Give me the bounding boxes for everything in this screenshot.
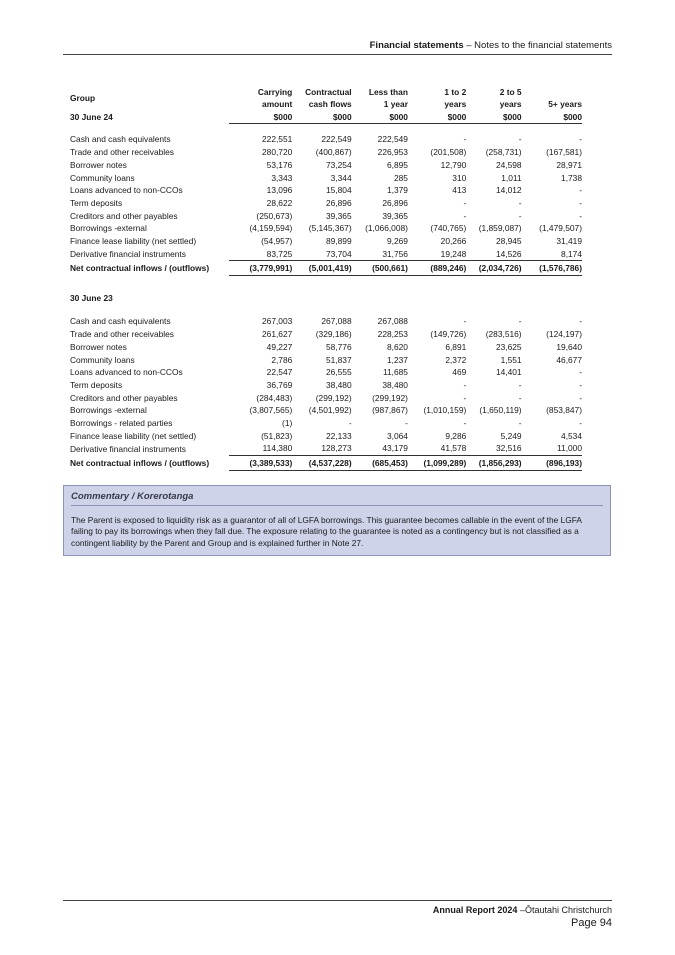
cell-value: -: [579, 367, 582, 378]
cell-value: 114,380: [229, 442, 292, 455]
cell-value: 13,096: [266, 185, 293, 196]
cell-value: 26,896: [326, 197, 352, 208]
cell-value: (1,066,008): [365, 223, 408, 234]
cell-value: 26,896: [382, 197, 408, 208]
col-header-line1: Contractual: [305, 87, 352, 97]
cell-value: -: [348, 418, 352, 429]
cell-value: 8,620: [386, 341, 408, 352]
cell-value: (51,823): [261, 430, 293, 441]
cell-value: 41,578: [408, 442, 466, 455]
cell-value: (3,807,565): [249, 405, 293, 416]
cell-value: (987,867): [372, 405, 408, 416]
cell-value: (1,010,159): [423, 405, 467, 416]
commentary-box: [63, 485, 611, 556]
cell-value: -: [463, 379, 467, 390]
cell-value: -: [463, 316, 467, 327]
footer-rule: [63, 900, 612, 901]
cell-value: 3,343: [271, 172, 293, 183]
col-header-line2: amount: [262, 99, 293, 109]
row-label: Community loans: [70, 172, 135, 183]
cell-value: 31,756: [352, 248, 408, 261]
col-unit: $000: [352, 111, 408, 124]
row-label: Finance lease liability (net settled): [70, 236, 197, 247]
col-unit: $000: [466, 111, 521, 124]
header-rule: [63, 54, 612, 55]
cell-value: -: [579, 418, 582, 429]
cell-value: 58,776: [326, 341, 352, 352]
row-label: Derivative financial instruments: [70, 248, 186, 259]
row-label: Borrower notes: [70, 341, 127, 352]
row-label: Term deposits: [70, 197, 123, 208]
cell-value: 222,549: [377, 134, 408, 145]
cell-value: 310: [452, 172, 467, 183]
cell-value: 22,133: [326, 430, 352, 441]
table-row: [70, 366, 582, 379]
col-header-line2: cash flows: [308, 99, 352, 109]
cell-value: 1,551: [500, 354, 522, 365]
cell-value: 53,176: [266, 159, 293, 170]
table-row: [70, 172, 582, 185]
cell-value: (1,576,786): [522, 261, 582, 276]
row-label: Borrowings - related parties: [70, 418, 173, 429]
cell-value: -: [579, 185, 582, 196]
table-row: [70, 159, 582, 172]
table-row: [70, 430, 582, 443]
cell-value: 261,627: [262, 329, 293, 340]
cell-value: (149,726): [430, 329, 467, 340]
cell-value: (299,192): [372, 392, 408, 403]
period-label-prior: 30 June 23: [70, 293, 113, 304]
cell-value: 280,720: [262, 147, 293, 158]
cell-value: (853,847): [546, 405, 582, 416]
cell-value: 43,179: [352, 442, 408, 455]
cell-value: 222,549: [321, 134, 352, 145]
cell-value: (889,246): [408, 261, 466, 276]
cell-value: 3,064: [386, 430, 408, 441]
cell-value: -: [518, 210, 522, 221]
cell-value: 9,269: [386, 236, 408, 247]
cell-value: (124,197): [546, 329, 582, 340]
cell-value: (167,581): [546, 147, 582, 158]
cell-value: (896,193): [522, 456, 582, 471]
row-label: Trade and other receivables: [70, 329, 174, 340]
cell-value: 51,837: [326, 354, 352, 365]
table-row: [70, 222, 582, 235]
cell-value: 23,625: [495, 341, 522, 352]
table-row: [70, 341, 582, 354]
row-label: Borrower notes: [70, 159, 127, 170]
cell-value: 38,480: [382, 379, 408, 390]
cell-value: (329,186): [315, 329, 352, 340]
cell-value: -: [518, 316, 522, 327]
cell-value: (4,501,992): [308, 405, 352, 416]
row-label: Cash and cash equivalents: [70, 134, 171, 145]
row-label: Trade and other receivables: [70, 147, 174, 158]
cell-value: -: [518, 392, 522, 403]
cell-value: 36,769: [266, 379, 293, 390]
cell-value: 28,971: [556, 159, 582, 170]
cell-value: 228,253: [377, 329, 408, 340]
cell-value: (258,731): [485, 147, 522, 158]
cell-value: 267,088: [321, 316, 352, 327]
cell-value: 15,804: [326, 185, 352, 196]
row-label: Term deposits: [70, 379, 123, 390]
table-header-row-3: [70, 111, 582, 124]
cell-value: -: [463, 210, 467, 221]
row-label: Loans advanced to non-CCOs: [70, 367, 183, 378]
cell-value: 9,286: [445, 430, 467, 441]
group-label: Group: [70, 93, 96, 103]
cell-value: -: [518, 418, 522, 429]
cell-value: 226,953: [377, 147, 408, 158]
table-row: [70, 354, 582, 367]
cell-value: (1,099,289): [408, 456, 466, 471]
col-unit: $000: [292, 111, 351, 124]
cell-value: 128,273: [292, 442, 351, 455]
section-row: [70, 290, 582, 306]
cell-value: 11,000: [522, 442, 582, 455]
cell-value: 1,738: [561, 172, 582, 183]
cell-value: -: [463, 197, 467, 208]
table-row: [70, 197, 582, 210]
cell-value: (3,779,991): [229, 261, 292, 276]
cell-value: (1,650,119): [479, 405, 522, 416]
cell-value: (284,483): [256, 392, 293, 403]
col-header-line1: 1 to 2: [444, 87, 467, 97]
cell-value: 28,622: [266, 197, 293, 208]
cell-value: 14,526: [466, 248, 521, 261]
row-label: Net contractual inflows / (outflows): [70, 263, 210, 274]
table-row: [70, 315, 582, 328]
col-header-line2: years: [499, 99, 522, 109]
cell-value: 19,640: [556, 341, 582, 352]
table-row: [70, 442, 582, 455]
cell-value: (5,001,419): [292, 261, 351, 276]
cell-value: 1,379: [386, 185, 408, 196]
cell-value: (4,159,594): [249, 223, 293, 234]
cell-value: 32,516: [466, 442, 521, 455]
cell-value: -: [579, 392, 582, 403]
cell-value: (500,661): [352, 261, 408, 276]
cell-value: (5,145,367): [308, 223, 352, 234]
col-header-line1: [522, 87, 582, 98]
commentary-divider: [71, 505, 603, 506]
cell-value: (740,765): [430, 223, 467, 234]
row-label: Finance lease liability (net settled): [70, 430, 197, 441]
table-row: [70, 210, 582, 223]
commentary-title: Commentary / Korerotanga: [71, 491, 194, 502]
cell-value: 39,365: [382, 210, 408, 221]
total-row: [70, 261, 582, 276]
table-header-row-2: [70, 98, 582, 111]
header-section-title: Financial statements: [369, 40, 464, 51]
cell-value: -: [518, 134, 522, 145]
cell-value: 89,899: [326, 236, 352, 247]
table-row: [70, 184, 582, 197]
page-number: Page 94: [571, 917, 612, 929]
spacer-row: [70, 306, 582, 315]
row-label: Borrowings -external: [70, 405, 147, 416]
spacer-row: [70, 124, 582, 134]
liquidity-table: [70, 87, 582, 471]
col-unit: $000: [408, 111, 466, 124]
cell-value: (3,389,533): [229, 456, 292, 471]
cell-value: 19,248: [408, 248, 466, 261]
cell-value: 6,891: [445, 341, 467, 352]
page-header: [63, 40, 612, 54]
cell-value: -: [518, 379, 522, 390]
col-header-line2: 1 year: [383, 99, 408, 109]
cell-value: 267,003: [262, 316, 293, 327]
cell-value: (2,034,726): [466, 261, 521, 276]
cell-value: 39,365: [326, 210, 352, 221]
cell-value: 267,088: [377, 316, 408, 327]
cell-value: 83,725: [229, 248, 292, 261]
cell-value: 8,174: [522, 248, 582, 261]
cell-value: (201,508): [430, 147, 467, 158]
cell-value: 2,786: [271, 354, 293, 365]
table-row: [70, 248, 582, 261]
row-label: Community loans: [70, 354, 135, 365]
row-label: Creditors and other payables: [70, 392, 178, 403]
cell-value: -: [463, 134, 467, 145]
cell-value: 6,895: [386, 159, 408, 170]
cell-value: 4,534: [561, 430, 582, 441]
cell-value: 26,555: [326, 367, 352, 378]
cell-value: 73,704: [292, 248, 351, 261]
cell-value: -: [405, 418, 408, 429]
cell-value: 3,344: [330, 172, 352, 183]
table-row: [70, 133, 582, 146]
cell-value: 14,012: [495, 185, 522, 196]
cell-value: 46,677: [556, 354, 582, 365]
cell-value: (4,537,228): [292, 456, 351, 471]
cell-value: 20,266: [440, 236, 467, 247]
cell-value: (1,859,087): [478, 223, 522, 234]
cell-value: 2,372: [445, 354, 467, 365]
cell-value: -: [579, 379, 582, 390]
col-header-line2: years: [444, 99, 467, 109]
commentary-body: The Parent is exposed to liquidity risk as a guarantor of all of LGFA borrowings. This guarantee becomes callable in the event of the LGFA failing to pay its borrowings when they fall due. The exposure relating to the guarantee is noted as a contingency but is not classified as a contingent liability by the Parent and Group and is explained further in Note 27.: [71, 515, 582, 548]
cell-value: 38,480: [326, 379, 352, 390]
cell-value: 73,254: [326, 159, 352, 170]
col-header-line1: Carrying: [257, 87, 293, 97]
table-row: [70, 235, 582, 248]
cell-value: -: [579, 134, 582, 145]
cell-value: 413: [452, 185, 467, 196]
cell-value: -: [463, 392, 467, 403]
cell-value: -: [579, 197, 582, 208]
header-subtitle: – Notes to the financial statements: [463, 40, 612, 51]
cell-value: (400,867): [315, 147, 352, 158]
cell-value: 12,790: [440, 159, 467, 170]
cell-value: (54,957): [261, 236, 293, 247]
row-label: Loans advanced to non-CCOs: [70, 185, 183, 196]
cell-value: 1,011: [501, 172, 522, 183]
table-row: [70, 417, 582, 430]
row-label: Borrowings -external: [70, 223, 147, 234]
col-header-line1: 2 to 5: [499, 87, 522, 97]
table-row: [70, 404, 582, 417]
cell-value: 22,547: [266, 367, 293, 378]
total-row: [70, 456, 582, 471]
col-header-line2: 5+ years: [548, 99, 582, 109]
cell-value: (685,453): [352, 456, 408, 471]
cell-value: -: [579, 210, 582, 221]
table-row: [70, 379, 582, 392]
table-row: [70, 146, 582, 159]
page-footer: [433, 905, 612, 915]
footer-city: –Ōtautahi Christchurch: [517, 905, 612, 915]
cell-value: -: [518, 197, 522, 208]
cell-value: (1): [282, 418, 293, 429]
cell-value: (1,479,507): [539, 223, 582, 234]
cell-value: -: [579, 316, 582, 327]
row-label: Net contractual inflows / (outflows): [70, 457, 210, 468]
cell-value: (250,673): [256, 210, 293, 221]
cell-value: (299,192): [315, 392, 352, 403]
footer-report-title: Annual Report 2024: [432, 905, 518, 915]
row-label: Creditors and other payables: [70, 210, 178, 221]
table-row: [70, 328, 582, 341]
cell-value: (283,516): [485, 329, 522, 340]
period-label-current: 30 June 24: [70, 112, 113, 123]
col-unit: $000: [522, 111, 582, 124]
cell-value: -: [463, 418, 467, 429]
cell-value: 11,685: [382, 367, 408, 378]
col-header-line1: Less than: [368, 87, 408, 97]
cell-value: 1,237: [386, 354, 408, 365]
cell-value: (1,856,293): [466, 456, 521, 471]
cell-value: 24,598: [495, 159, 522, 170]
spacer-row: [70, 276, 582, 291]
col-unit: $000: [229, 111, 292, 124]
cell-value: 31,419: [556, 236, 582, 247]
cell-value: 14,401: [495, 367, 522, 378]
cell-value: 285: [393, 172, 408, 183]
row-label: Cash and cash equivalents: [70, 316, 171, 327]
cell-value: 49,227: [266, 341, 293, 352]
cell-value: 222,551: [262, 134, 293, 145]
table-row: [70, 392, 582, 405]
row-label: Derivative financial instruments: [70, 443, 186, 454]
cell-value: 28,945: [495, 236, 522, 247]
cell-value: 469: [452, 367, 467, 378]
cell-value: 5,249: [500, 430, 522, 441]
